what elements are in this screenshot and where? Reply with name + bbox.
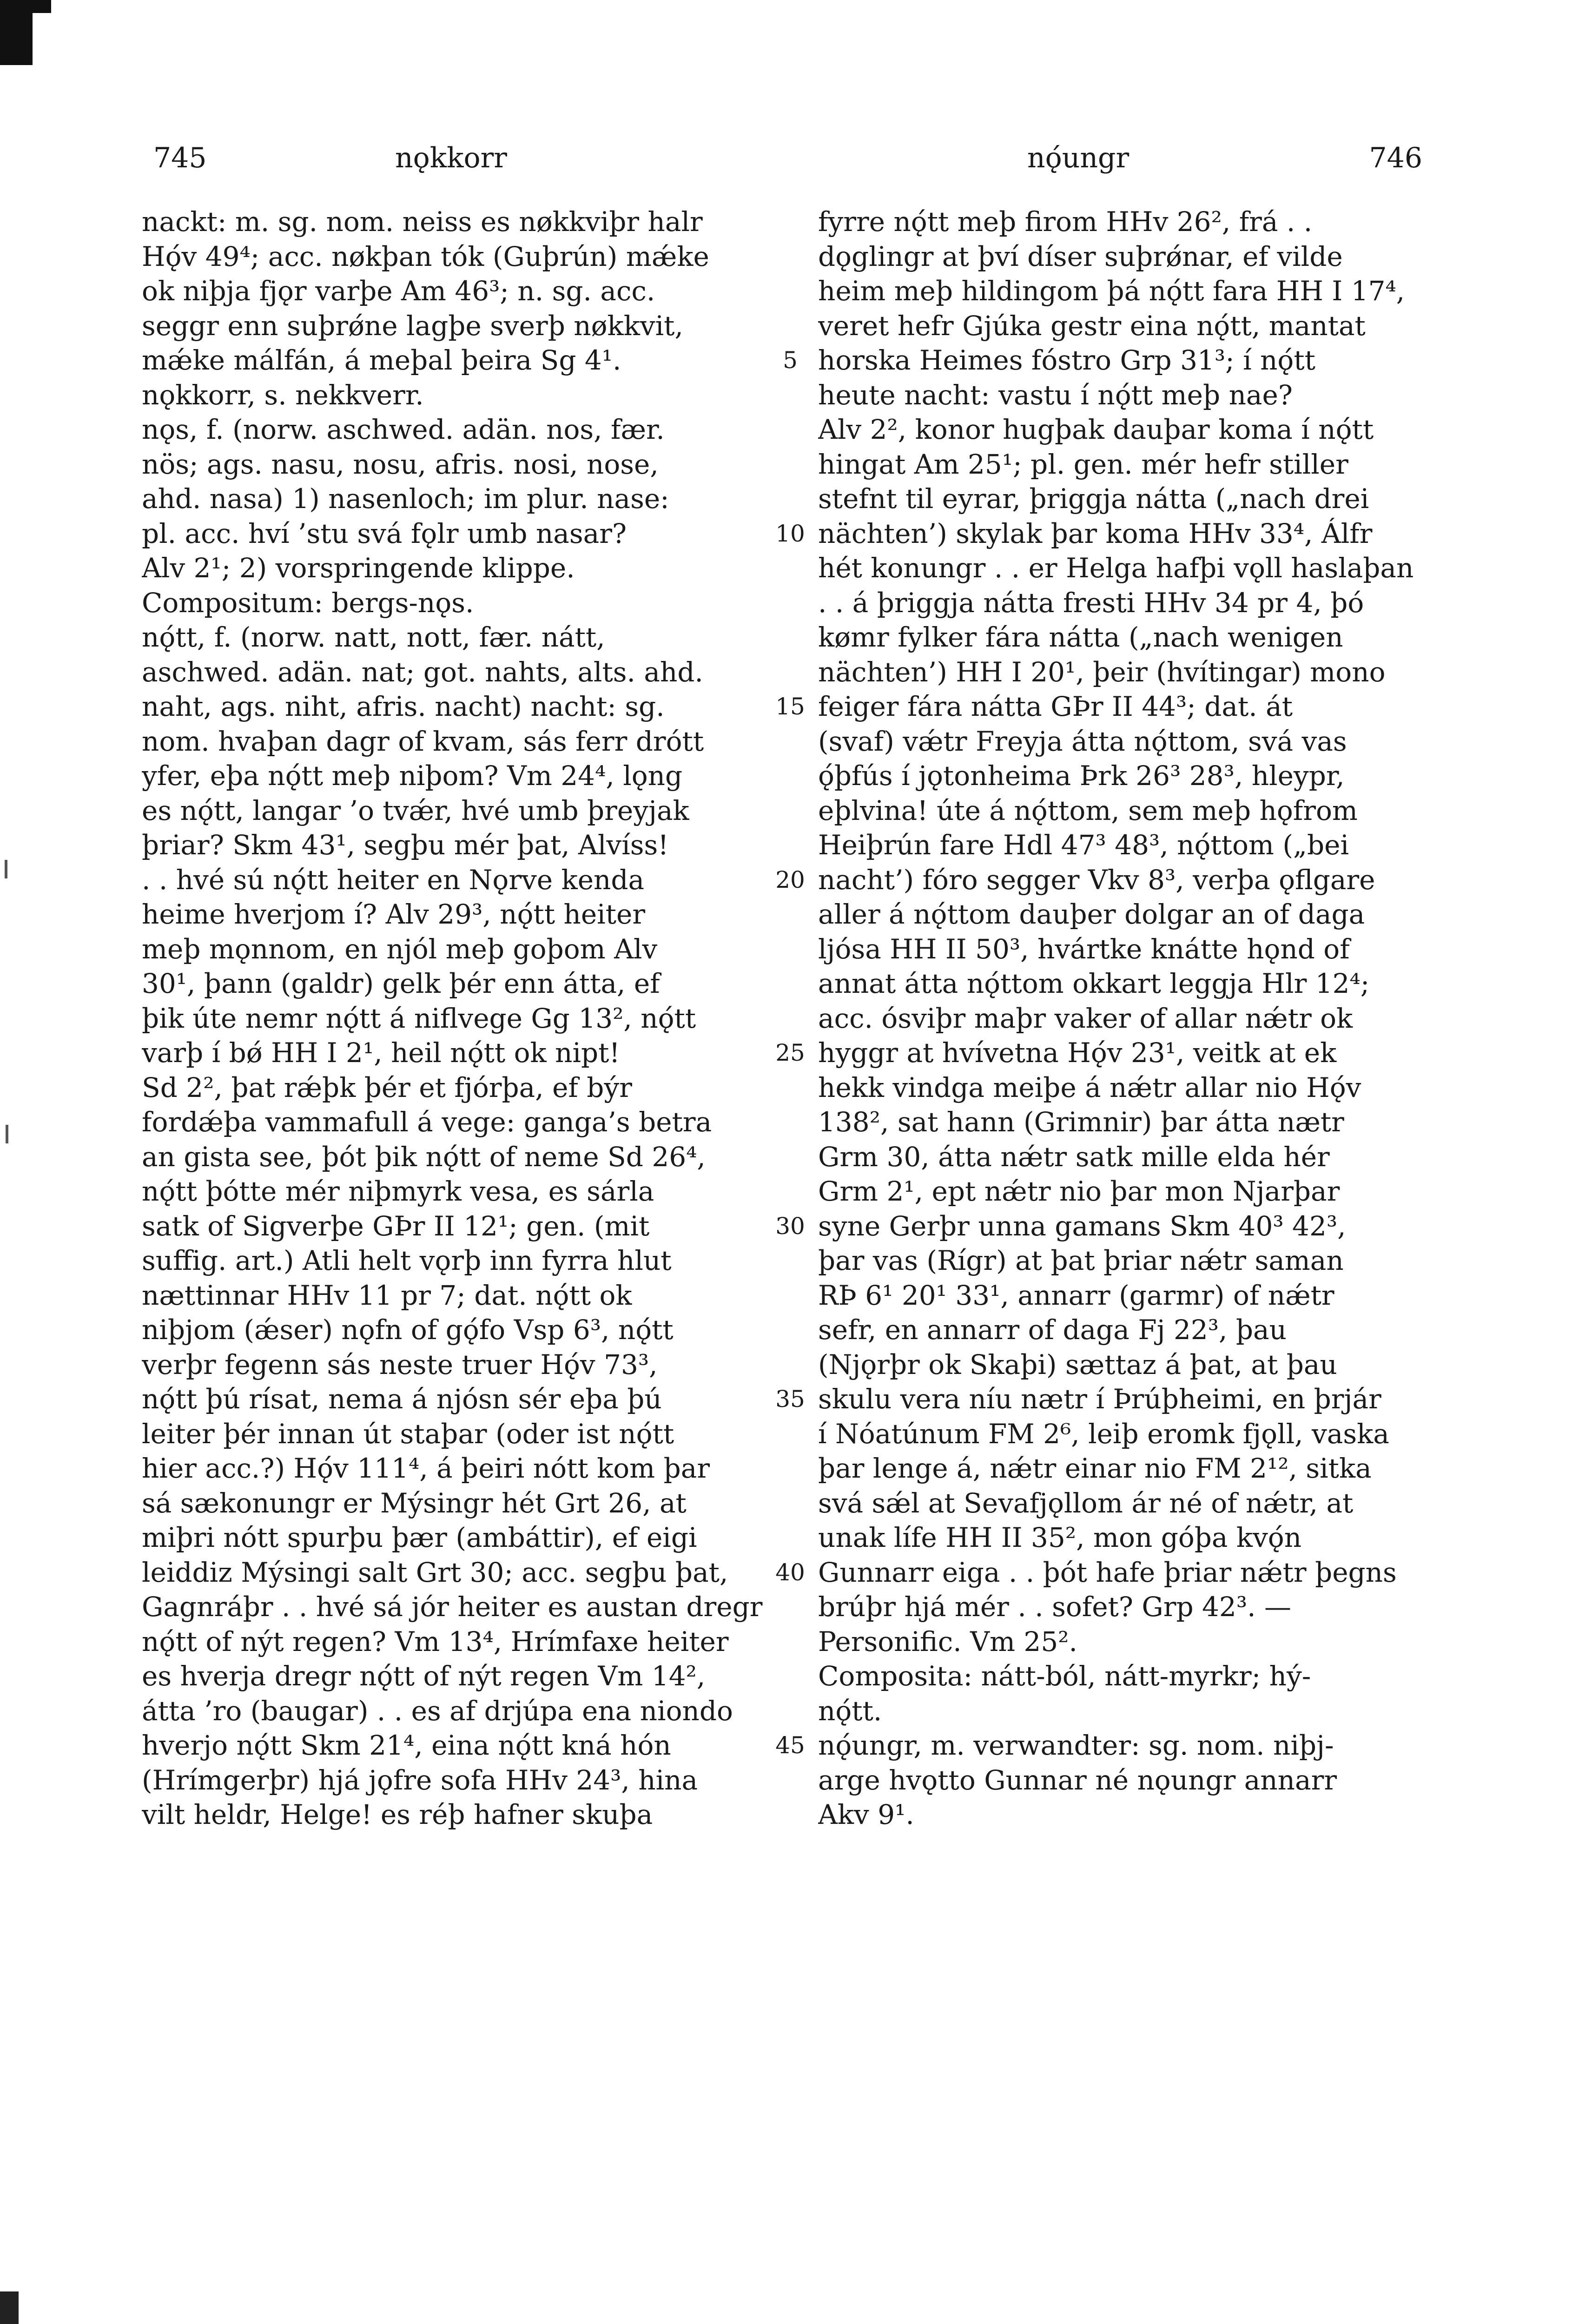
line-number xyxy=(772,655,809,690)
text-line: dǫglingr at því díser suþrǿnar, ef vilde xyxy=(818,240,1343,272)
line-number xyxy=(772,205,809,239)
running-headword-left: nǫkkorr xyxy=(395,142,507,174)
text-line: nǫs, f. (norw. aschwed. adän. nos, fær. xyxy=(142,414,665,445)
text-line: (Hrímgerþr) hjá jǫfre sofa HHv 24³, hina xyxy=(142,1764,698,1796)
text-line: aschwed. adän. nat; got. nahts, alts. ahd. xyxy=(142,656,703,688)
text-line: ljósa HH II 50³, hvártke knátte hǫnd of xyxy=(818,933,1350,965)
text-line: nǫ́tt þú rísat, nema á njósn sér eþa þú xyxy=(142,1383,662,1415)
text-line: varþ í bǿ HH I 2¹, heil nǫ́tt ok nipt! xyxy=(142,1037,620,1069)
text-line: eþlvina! úte á nǫ́ttom, sem meþ hǫfrom xyxy=(818,794,1358,826)
line-number xyxy=(772,309,809,343)
line-number xyxy=(772,274,809,309)
text-line: stefnt til eyrar, þriggja nátta („nach drei xyxy=(818,483,1369,515)
text-line: átta ’ro (baugar) . . es af drjúpa ena niondo xyxy=(142,1695,733,1727)
text-line: nǫ́tt of nýt regen? Vm 13⁴, Hrímfaxe heiter xyxy=(142,1625,729,1657)
line-number xyxy=(772,1520,809,1555)
text-line: Grm 2¹, ept nǽtr nio þar mon Njarþar xyxy=(818,1175,1340,1207)
line-number xyxy=(772,1694,809,1729)
text-line: Compositum: bergs-nǫs. xyxy=(142,587,474,619)
text-line: syne Gerþr unna gamans Skm 40³ 42³, xyxy=(818,1210,1346,1242)
line-number xyxy=(772,828,809,863)
text-line: meþ mǫnnom, en njól meþ goþom Alv xyxy=(142,933,658,965)
line-number xyxy=(772,1797,809,1832)
text-line: fyrre nǫ́tt meþ firom HHv 26², frá . . xyxy=(818,206,1313,238)
text-line: þar lenge á, nǽtr einar nio FM 2¹², sitka xyxy=(818,1452,1372,1484)
text-line: feiger fára nátta GÞr II 44³; dat. át xyxy=(818,691,1293,722)
running-headword-right: nǫ́ungr xyxy=(1027,142,1129,174)
text-line: miþri nótt spurþu þær (ambáttir), ef eigi xyxy=(142,1522,697,1553)
text-line: mǽke málfán, á meþal þeira Sg 4¹. xyxy=(142,344,621,376)
text-line: hier acc.?) Hǫ́v 111⁴, á þeiri nótt kom þar xyxy=(142,1452,710,1484)
text-line: vilt heldr, Helge! es réþ hafner skuþa xyxy=(142,1799,653,1830)
margin-speck xyxy=(5,860,7,878)
text-line: . . hvé sú nǫ́tt heiter en Nǫrve kenda xyxy=(142,864,645,896)
text-line: heime hverjom í? Alv 29³, nǫ́tt heiter xyxy=(142,898,646,930)
line-number: 40 xyxy=(775,1558,805,1586)
line-number: 5 xyxy=(783,347,798,374)
text-line: Composita: nátt-ból, nátt-myrkr; hý- xyxy=(818,1660,1311,1692)
line-number xyxy=(772,966,809,1001)
text-line: . . á þriggja nátta fresti HHv 34 pr 4, þó xyxy=(818,587,1364,619)
text-line: skulu vera níu nætr í Þrúþheimi, en þrjár xyxy=(818,1383,1381,1415)
line-number xyxy=(772,1105,809,1140)
line-number xyxy=(772,447,809,482)
text-line: Alv 2¹; 2) vorspringende klippe. xyxy=(142,552,575,584)
text-line: 138², sat hann (Grimnir) þar átta nætr xyxy=(818,1106,1344,1138)
left-column xyxy=(142,205,765,1832)
line-number xyxy=(772,482,809,516)
text-line: Akv 9¹. xyxy=(818,1799,914,1830)
text-line: an gista see, þót þik nǫ́tt of neme Sd 26⁴, xyxy=(142,1141,706,1173)
text-line: naht, ags. niht, afris. nacht) nacht: sg. xyxy=(142,691,665,722)
text-line: yfer, eþa nǫ́tt meþ niþom? Vm 24⁴, lǫng xyxy=(142,760,683,792)
text-line: (svaf) vǽtr Freyja átta nǫ́ttom, svá vas xyxy=(818,725,1347,757)
line-number xyxy=(772,1763,809,1798)
text-line: sá sækonungr er Mýsingr hét Grt 26, at xyxy=(142,1487,687,1519)
text-line: leiter þér innan út staþar (oder ist nǫ́tt xyxy=(142,1418,674,1450)
text-line: leiddiz Mýsingi salt Grt 30; acc. segþu þat, xyxy=(142,1556,728,1588)
text-line: horska Heimes fóstro Grp 31³; í nǫ́tt xyxy=(818,344,1315,376)
text-line: nächten’) HH I 20¹, þeir (hvítingar) mono xyxy=(818,656,1386,688)
text-line: þar vas (Rígr) at þat þriar nǽtr saman xyxy=(818,1245,1344,1276)
text-line: seggr enn suþrǿne lagþe sverþ nøkkvit, xyxy=(142,310,683,342)
line-number: 25 xyxy=(775,1039,805,1066)
text-line: svá sǽl at Sevafjǫllom ár né of nǽtr, at xyxy=(818,1487,1354,1519)
text-line: Gunnarr eiga . . þót hafe þriar nǽtr þegns xyxy=(818,1556,1397,1588)
page-header xyxy=(153,139,1422,177)
text-line: RÞ 6¹ 20¹ 33¹, annarr (garmr) of nǽtr xyxy=(818,1279,1334,1311)
line-number xyxy=(772,1417,809,1452)
line-number: 10 xyxy=(775,520,805,547)
line-number xyxy=(772,586,809,621)
line-number xyxy=(772,1174,809,1209)
scan-edge-mark xyxy=(33,0,51,13)
scan-edge-mark xyxy=(0,2291,19,2324)
text-line: nächten’) skylak þar koma HHv 33⁴, Álfr xyxy=(818,517,1373,549)
text-line: brúþr hjá mér . . sofet? Grp 42³. — xyxy=(818,1591,1291,1623)
line-number xyxy=(772,1070,809,1105)
text-line: hingat Am 25¹; pl. gen. mér hefr stiller xyxy=(818,448,1348,480)
text-line: es nǫ́tt, langar ’o tvǽr, hvé umb þreyjak xyxy=(142,794,689,826)
page-number-left: 745 xyxy=(153,142,207,174)
line-number: 30 xyxy=(775,1212,805,1240)
line-number-gutter xyxy=(772,205,809,1832)
margin-speck xyxy=(6,1125,8,1143)
text-line: í Nóatúnum FM 2⁶, leiþ eromk fjǫll, vaska xyxy=(818,1418,1389,1450)
page-number-right: 746 xyxy=(1369,142,1422,174)
text-line: Alv 2², konor hugþak dauþar koma í nǫ́tt xyxy=(818,414,1374,445)
text-line: ǫ́þfús í jǫtonheima Þrk 26³ 28³, hleypr, xyxy=(818,760,1345,792)
text-line: ahd. nasa) 1) nasenloch; im plur. nase: xyxy=(142,483,669,515)
text-line: nom. hvaþan dagr of kvam, sás ferr drótt xyxy=(142,725,704,757)
text-line: nǫkkorr, s. nekkverr. xyxy=(142,379,424,411)
line-number xyxy=(772,1243,809,1278)
text-line: aller á nǫ́ttom dauþer dolgar an of daga xyxy=(818,898,1365,930)
text-line: þriar? Skm 43¹, segþu mér þat, Alvíss! xyxy=(142,829,669,861)
line-number: 45 xyxy=(775,1732,805,1759)
text-line: es hverja dregr nǫ́tt of nýt regen Vm 14², xyxy=(142,1660,706,1692)
text-line: annat átta nǫ́ttom okkart leggja Hlr 12⁴; xyxy=(818,968,1370,999)
text-line: niþjom (ǽser) nǫfn of gǫ́fo Vsp 6³, nǫ́tt xyxy=(142,1314,674,1346)
text-line: Heiþrún fare Hdl 47³ 48³, nǫ́ttom („bei xyxy=(818,829,1349,861)
line-number xyxy=(772,1001,809,1036)
text-line: Grm 30, átta nǽtr satk mille elda hér xyxy=(818,1141,1330,1173)
line-number: 15 xyxy=(775,693,805,720)
text-line: verþr fegenn sás neste truer Hǫ́v 73³, xyxy=(142,1348,658,1380)
text-line: hekk vindga meiþe á nǽtr allar nio Hǫ́v xyxy=(818,1071,1361,1103)
line-number xyxy=(772,1347,809,1382)
text-line: nacht’) fóro segger Vkv 8³, verþa ǫflgare xyxy=(818,864,1375,896)
line-number xyxy=(772,932,809,967)
text-line: fordǽþa vammafull á vege: ganga’s betra xyxy=(142,1106,712,1138)
line-number xyxy=(772,378,809,413)
line-number xyxy=(772,1313,809,1347)
text-line: (Njǫrþr ok Skaþi) sættaz á þat, at þau xyxy=(818,1348,1337,1380)
scan-edge-mark xyxy=(0,0,33,65)
line-number xyxy=(772,897,809,932)
right-column xyxy=(818,205,1436,1832)
text-line: hyggr at hvívetna Hǫ́v 23¹, veitk at ek xyxy=(818,1037,1337,1069)
text-line: satk of Sigverþe GÞr II 12¹; gen. (mit xyxy=(142,1210,650,1242)
text-line: hverjo nǫ́tt Skm 21⁴, eina nǫ́tt kná hón xyxy=(142,1730,671,1761)
line-number xyxy=(772,759,809,793)
line-number: 35 xyxy=(775,1386,805,1413)
text-line: nackt: m. sg. nom. neiss es nøkkviþr halr xyxy=(142,206,703,238)
text-line: nǫ́tt þótte mér niþmyrk vesa, es sárla xyxy=(142,1175,654,1207)
line-number xyxy=(772,1659,809,1694)
line-number xyxy=(772,1624,809,1659)
text-line: sefr, en annarr of daga Fj 22³, þau xyxy=(818,1314,1287,1346)
text-line: acc. ósviþr maþr vaker of allar nǽtr ok xyxy=(818,1002,1353,1034)
line-number xyxy=(772,1140,809,1175)
text-line: Gagnráþr . . hvé sá jór heiter es austan dregr xyxy=(142,1591,763,1623)
text-line: nættinnar HHv 11 pr 7; dat. nǫ́tt ok xyxy=(142,1279,632,1311)
text-line: Personific. Vm 25². xyxy=(818,1625,1077,1657)
line-number xyxy=(772,412,809,447)
text-line: Hǫ́v 49⁴; acc. nøkþan tók (Guþrún) mǽke xyxy=(142,240,709,272)
text-line: unak lífe HH II 35², mon góþa kvǫ́n xyxy=(818,1522,1302,1553)
text-line: nǫ́tt. xyxy=(818,1695,882,1727)
line-number xyxy=(772,1486,809,1521)
text-line: nös; ags. nasu, nosu, afris. nosi, nose, xyxy=(142,448,659,480)
line-number xyxy=(772,620,809,655)
text-line: ok niþja fjǫr varþe Am 46³; n. sg. acc. xyxy=(142,275,655,307)
line-number: 20 xyxy=(775,866,805,893)
text-line: nǫ́tt, f. (norw. natt, nott, fær. nátt, xyxy=(142,621,605,653)
text-line: 30¹, þann (galdr) gelk þér enn átta, ef xyxy=(142,968,660,999)
text-line: heim meþ hildingom þá nǫ́tt fara HH I 17⁴, xyxy=(818,275,1405,307)
text-line: heute nacht: vastu í nǫ́tt meþ nae? xyxy=(818,379,1293,411)
line-number xyxy=(772,793,809,828)
line-number xyxy=(772,1451,809,1486)
text-line: hét konungr . . er Helga hafþi vǫll haslaþan xyxy=(818,552,1414,584)
line-number xyxy=(772,1278,809,1313)
line-number xyxy=(772,551,809,586)
text-line: veret hefr Gjúka gestr eina nǫ́tt, mantat xyxy=(818,310,1366,342)
text-line: nǫ́ungr, m. verwandter: sg. nom. niþj- xyxy=(818,1730,1334,1761)
text-line: kømr fylker fára nátta („nach wenigen xyxy=(818,621,1343,653)
text-line: Sd 2², þat rǽþk þér et fjórþa, ef býr xyxy=(142,1071,632,1103)
text-line: pl. acc. hví ’stu svá fǫlr umb nasar? xyxy=(142,517,627,549)
text-line: arge hvǫtto Gunnar né nǫungr annarr xyxy=(818,1764,1337,1796)
line-number xyxy=(772,239,809,274)
line-number xyxy=(772,724,809,759)
line-number xyxy=(772,1590,809,1624)
text-line: suffig. art.) Atli helt vǫrþ inn fyrra hlut xyxy=(142,1245,672,1276)
text-line: þik úte nemr nǫ́tt á niflvege Gg 13², nǫ́tt xyxy=(142,1002,696,1034)
